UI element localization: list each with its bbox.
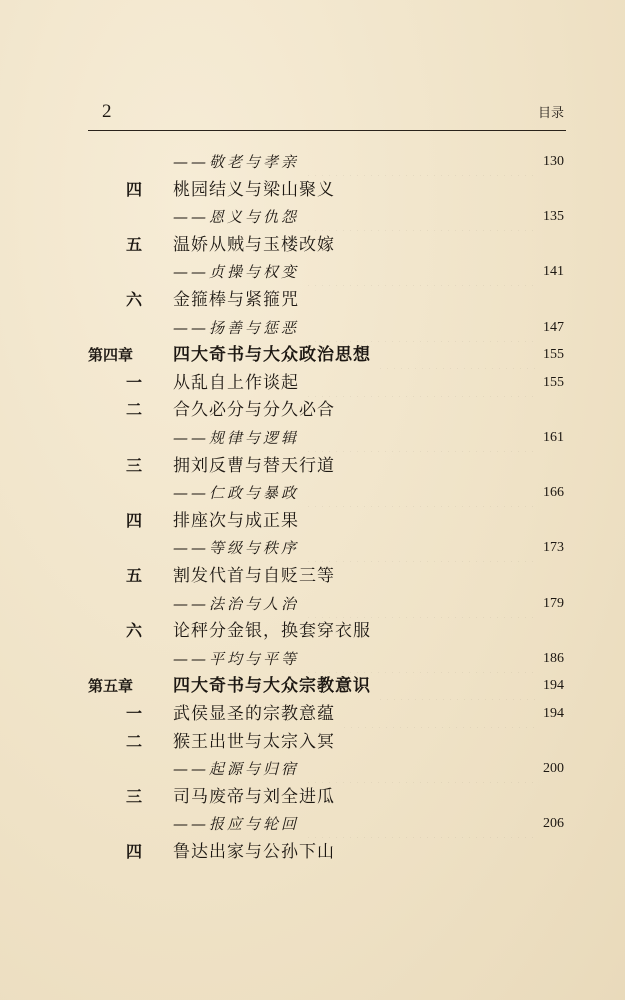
toc-subtitle: ——平均与平等 [173, 649, 300, 668]
section-number: 六 [126, 290, 143, 309]
toc-title: 金箍棒与紧箍咒 [173, 290, 299, 310]
leader-dots [305, 590, 537, 618]
toc-page-number: 155 [543, 374, 564, 390]
toc-section-row [88, 176, 566, 204]
toc-subtitle-row [88, 810, 566, 838]
leader-dots [305, 534, 537, 562]
toc-section-row [88, 617, 566, 645]
toc-subtitle: ——法治与人治 [173, 594, 300, 613]
toc-subtitle-row [88, 424, 566, 452]
toc-section-row [88, 838, 566, 866]
section-number: 六 [126, 621, 143, 641]
toc-title: 论秤分金银，换套穿衣服 [173, 621, 371, 642]
leader-dots [305, 810, 537, 838]
toc-subtitle-row [88, 479, 566, 507]
toc-subtitle: ——扬善与惩恶 [173, 318, 300, 337]
toc-title: 从乱自上作谈起 [173, 372, 299, 393]
toc-subtitle: ——等级与秩序 [173, 539, 300, 558]
toc-subtitle: ——敬老与孝亲 [173, 153, 300, 171]
section-number: 四 [126, 179, 143, 199]
toc-section-row [88, 231, 566, 259]
leader-dots [305, 479, 537, 507]
leader-dots [305, 424, 537, 452]
toc-title: 猴王出世与太宗入冥 [173, 731, 335, 752]
toc-section-row [88, 286, 566, 314]
toc-section-row [88, 507, 566, 535]
toc-title: 合久必分与分久必合 [173, 400, 335, 421]
toc-page-number: 194 [543, 678, 564, 694]
leader-dots [305, 203, 537, 231]
chapter-label: 第五章 [88, 677, 134, 696]
section-number: 五 [126, 566, 143, 585]
section-number: 四 [126, 842, 143, 861]
section-number: 三 [126, 455, 143, 475]
page-number: 2 [102, 101, 112, 122]
toc-title: 割发代首与自贬三等 [173, 566, 335, 586]
toc-subtitle: ——起源与归宿 [173, 760, 300, 779]
toc-subtitle: ——贞操与权变 [173, 263, 300, 282]
toc-page-number: 141 [543, 264, 564, 280]
leader-dots [341, 700, 537, 728]
toc-title: 温娇从贼与玉楼改嫁 [173, 234, 335, 255]
toc-subtitle-row [88, 203, 566, 231]
toc-section-row [88, 562, 566, 590]
toc-title: 四大奇书与大众政治思想 [173, 345, 371, 366]
toc-title: 武侯显圣的宗教意蕴 [173, 704, 335, 724]
toc-page-number: 147 [543, 319, 564, 335]
running-header-title: 目录 [537, 106, 564, 121]
toc-page-number: 206 [543, 816, 564, 832]
toc-title: 拥刘反曹与替天行道 [173, 455, 335, 476]
toc-section-row [88, 783, 566, 811]
toc-page-number: 161 [543, 430, 564, 445]
toc-subtitle-row [88, 534, 566, 562]
toc-subtitle-row [88, 755, 566, 783]
section-number: 二 [126, 731, 143, 751]
section-number: 三 [126, 786, 143, 806]
toc-subtitle: ——规律与逻辑 [173, 429, 300, 447]
toc-title: 排座次与成正果 [173, 510, 299, 531]
toc-page-number: 130 [543, 154, 564, 169]
toc-section-row [88, 700, 566, 728]
toc-page-number: 186 [543, 650, 564, 666]
toc-subtitle-row [88, 590, 566, 618]
toc-page-number: 173 [543, 540, 564, 556]
toc-title: 鲁达出家与公孙下山 [173, 842, 335, 862]
toc-section-row [88, 369, 566, 397]
toc-subtitle-row [88, 645, 566, 673]
leader-dots [305, 148, 537, 176]
section-number: 一 [126, 704, 143, 723]
toc-title: 四大奇书与大众宗教意识 [173, 676, 371, 697]
toc-page-number: 179 [543, 595, 564, 611]
toc-title: 桃园结义与梁山聚义 [173, 179, 335, 200]
toc-section-row [88, 452, 566, 480]
leader-dots [305, 755, 537, 783]
toc-page-number: 194 [543, 706, 564, 721]
toc-chapter-row [88, 341, 566, 369]
toc-subtitle-row [88, 258, 566, 286]
section-number: 四 [126, 510, 143, 530]
toc-subtitle-row [88, 314, 566, 342]
toc-page-number: 200 [543, 761, 564, 777]
leader-dots [377, 672, 537, 700]
toc-subtitle: ——恩义与仇怨 [173, 208, 300, 227]
section-number: 一 [126, 372, 143, 392]
toc-page-number: 166 [543, 485, 564, 501]
section-number: 二 [126, 400, 143, 420]
leader-dots [305, 314, 537, 342]
leader-dots [377, 341, 537, 369]
toc-subtitle-row [88, 148, 566, 176]
leader-dots [305, 645, 537, 673]
leader-dots [305, 369, 537, 397]
toc-subtitle: ——报应与轮回 [173, 815, 300, 834]
toc-chapter-row [88, 672, 566, 700]
toc-page-number: 135 [543, 209, 564, 225]
toc-section-row [88, 728, 566, 756]
toc-subtitle: ——仁政与暴政 [173, 484, 300, 503]
section-number: 五 [126, 234, 143, 254]
leader-dots [305, 258, 537, 286]
toc-title: 司马废帝与刘全进瓜 [173, 786, 335, 807]
chapter-label: 第四章 [88, 346, 134, 365]
toc-section-row [88, 396, 566, 424]
toc-page-number: 155 [543, 347, 564, 363]
